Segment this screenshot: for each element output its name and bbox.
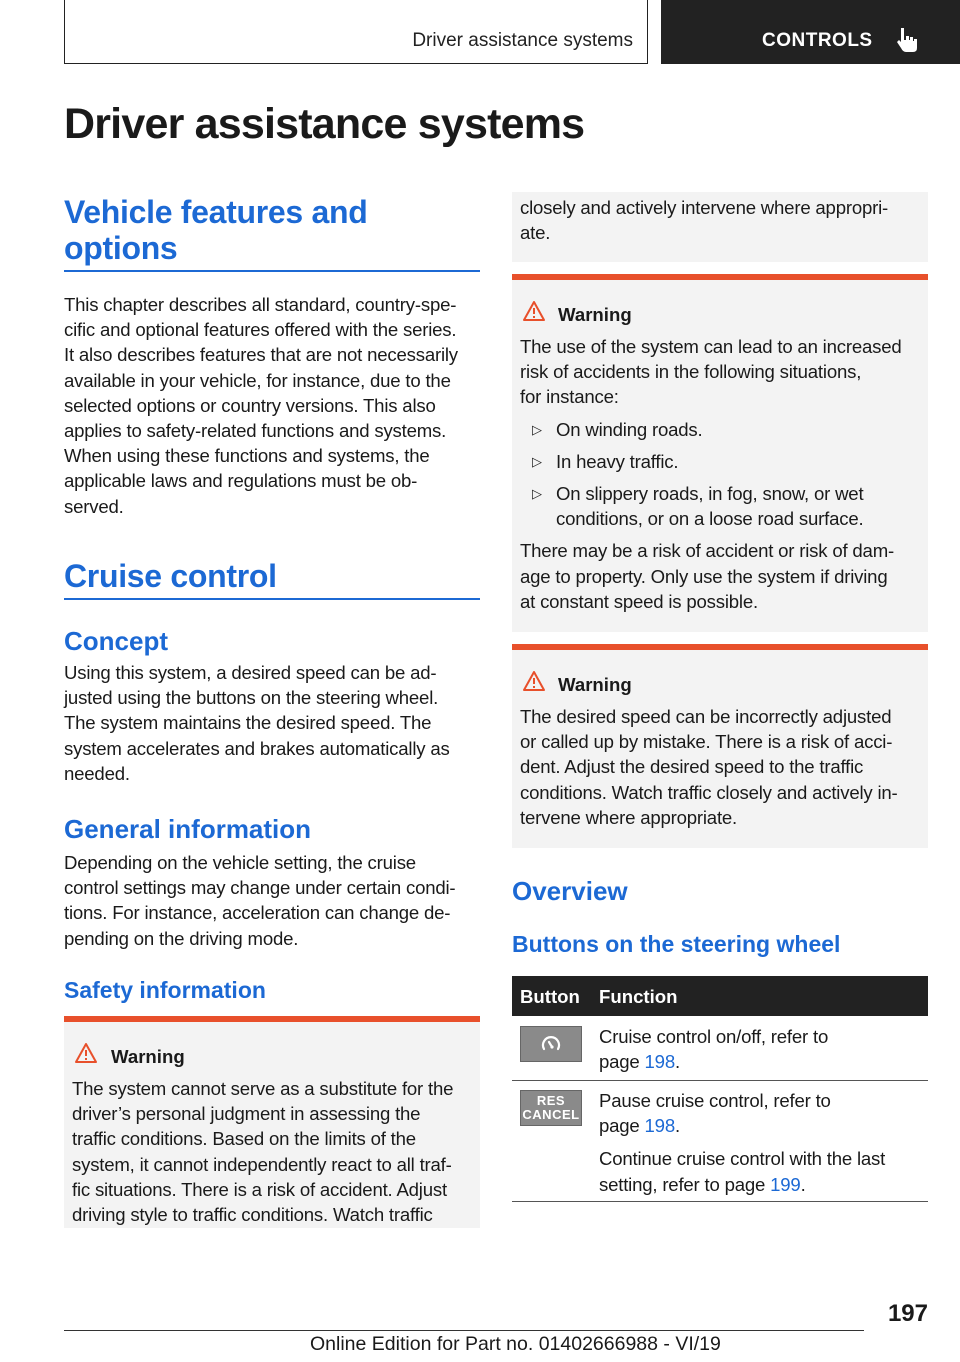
- text-line: risk of accidents in the following situations,: [520, 361, 862, 383]
- warning-outro: [520, 538, 928, 614]
- warning-bar: [64, 1016, 480, 1022]
- table-row: [599, 1088, 919, 1197]
- text-line: selected options or country versions. This also: [64, 394, 436, 416]
- vehicle-features-heading-line1: Vehicle features and: [64, 194, 368, 230]
- warning-triangle-icon: [522, 300, 546, 322]
- cruise-control-speedometer-icon: [538, 1033, 564, 1055]
- footer-divider: [64, 1330, 864, 1331]
- bullet-marker: ▷: [532, 421, 542, 437]
- text-line: control settings may change under certain condi-: [64, 877, 456, 899]
- section-divider: [64, 598, 480, 600]
- text-line: Cruise control on/off, refer to: [599, 1026, 829, 1047]
- text-line: needed.: [64, 762, 130, 784]
- warning-box-continued: [512, 192, 928, 262]
- general-information-heading: General information: [64, 814, 312, 844]
- column-header-button: Button: [520, 986, 580, 1007]
- row-divider: [512, 1080, 928, 1081]
- text-line: [599, 1049, 919, 1074]
- page-link[interactable]: 198: [644, 1051, 675, 1073]
- warning-text: [72, 1076, 480, 1227]
- warning-box: [64, 1016, 480, 1228]
- text-line: The use of the system can lead to an increased: [520, 336, 902, 357]
- text-line: available in your vehicle, for instance, due to the: [64, 369, 451, 391]
- warning-triangle-icon: [74, 1042, 98, 1064]
- concept-paragraph: [64, 660, 484, 786]
- text-line: [599, 1172, 919, 1197]
- text-line: driver’s personal judgment in assessing the: [72, 1103, 421, 1125]
- header-chapter-title: CONTROLS: [762, 30, 873, 51]
- text-fragment: .: [674, 1051, 680, 1073]
- list-item: [520, 449, 928, 474]
- column-header-function: Function: [599, 986, 678, 1007]
- warning-title: Warning: [558, 304, 632, 325]
- header-section-title: Driver assistance systems: [412, 30, 633, 51]
- cruise-control-heading: Cruise control: [64, 558, 277, 594]
- text-line: age to property. Only use the system if driving: [520, 565, 888, 587]
- footer-edition: Online Edition for Part no. 01402666988 - VI/19: [310, 1333, 721, 1355]
- text-line: [599, 1113, 919, 1138]
- table-header: [512, 976, 928, 1016]
- cruise-control-button-image: [520, 1026, 582, 1062]
- page-link[interactable]: 198: [644, 1115, 675, 1137]
- text-line: pending on the driving mode.: [64, 927, 299, 949]
- text-fragment: page: [599, 1115, 645, 1137]
- text-line: Depending on the vehicle setting, the cruise: [64, 852, 416, 873]
- text-line: conditions. Watch traffic closely and actively in-: [520, 781, 898, 803]
- text-line: This chapter describes all standard, country-spe-: [64, 294, 457, 315]
- text-line: tervene where appropriate.: [520, 806, 738, 828]
- pointing-hand-icon: [895, 26, 921, 54]
- text-line: dent. Adjust the desired speed to the traffic: [520, 756, 864, 778]
- warning-title: Warning: [111, 1046, 185, 1067]
- text-line: driving style to traffic conditions. Watch traffic: [72, 1204, 433, 1226]
- text-line: tions. For instance, acceleration can change de-: [64, 902, 451, 924]
- list-item: [520, 481, 928, 531]
- text-line: Pause cruise control, refer to: [599, 1090, 831, 1111]
- text-line: The system maintains the desired speed. The: [64, 712, 432, 734]
- warning-title: Warning: [558, 674, 632, 695]
- warning-text: [520, 195, 928, 245]
- text-line: conditions, or on a loose road surface.: [556, 508, 864, 530]
- text-line: at constant speed is possible.: [520, 590, 758, 612]
- text-line: served.: [64, 495, 124, 517]
- general-information-paragraph: [64, 850, 484, 951]
- text-line: or called up by mistake. There is a risk of acci-: [520, 731, 893, 753]
- button-label-top: RES: [536, 1093, 566, 1108]
- text-line: closely and actively intervene where appropri-: [520, 197, 889, 218]
- vehicle-features-paragraph: [64, 292, 484, 519]
- button-label-bottom: CANCEL: [522, 1107, 580, 1122]
- text-line: The system cannot serve as a substitute for the: [72, 1078, 454, 1099]
- text-line: fic situations. There is a risk of accident. Adjust: [72, 1178, 447, 1200]
- text-line: On slippery roads, in fog, snow, or wet: [556, 483, 864, 505]
- buttons-steering-wheel-heading: Buttons on the steering wheel: [512, 931, 841, 957]
- vehicle-features-heading-line2: options: [64, 230, 178, 266]
- text-line: When using these functions and systems, the: [64, 445, 430, 467]
- warning-text: [520, 334, 928, 614]
- text-line: The desired speed can be incorrectly adjusted: [520, 706, 892, 727]
- list-item: [520, 417, 928, 442]
- warning-bar: [512, 644, 928, 650]
- warning-box: [512, 644, 928, 848]
- header-chapter-tab: [661, 0, 960, 64]
- text-line: justed using the buttons on the steering wheel.: [64, 687, 439, 709]
- page-link[interactable]: 199: [770, 1173, 801, 1195]
- table-row: [599, 1024, 919, 1074]
- page-title: Driver assistance systems: [64, 100, 585, 148]
- text-fragment: .: [800, 1173, 806, 1195]
- section-divider: [64, 270, 480, 272]
- header-section-tab: [64, 0, 648, 64]
- bullet-marker: ▷: [532, 486, 542, 502]
- text-fragment: setting, refer to page: [599, 1173, 771, 1195]
- row-divider: [512, 1201, 928, 1202]
- overview-heading: Overview: [512, 876, 628, 906]
- warning-box: [512, 274, 928, 632]
- text-line: ate.: [520, 222, 551, 244]
- text-line: applies to safety-related functions and systems.: [64, 420, 447, 442]
- text-line: traffic conditions. Based on the limits of the: [72, 1128, 416, 1150]
- vehicle-features-heading: [64, 194, 367, 266]
- safety-information-heading: Safety information: [64, 977, 266, 1003]
- text-line: It also describes features that are not necessarily: [64, 344, 458, 366]
- page-number: 197: [887, 1300, 928, 1327]
- text-line: On winding roads.: [556, 418, 703, 440]
- text-fragment: page: [599, 1051, 645, 1073]
- concept-heading: Concept: [64, 626, 168, 656]
- text-line: cific and optional features offered with the series.: [64, 319, 457, 341]
- text-line: There may be a risk of accident or risk of dam-: [520, 540, 894, 562]
- text-line: applicable laws and regulations must be ob-: [64, 470, 418, 492]
- bullet-marker: ▷: [532, 453, 542, 469]
- text-line: system, it cannot independently react to all traf-: [72, 1153, 452, 1175]
- warning-text: [520, 704, 928, 830]
- text-line: Using this system, a desired speed can be ad-: [64, 662, 437, 683]
- warning-triangle-icon: [522, 670, 546, 692]
- warning-bar: [512, 274, 928, 280]
- text-line: for instance:: [520, 386, 619, 408]
- text-line: Continue cruise control with the last: [599, 1148, 886, 1170]
- res-cancel-button-image: [520, 1090, 582, 1126]
- text-fragment: .: [674, 1115, 680, 1137]
- text-line: In heavy traffic.: [556, 450, 679, 472]
- text-line: system accelerates and brakes automatically as: [64, 737, 450, 759]
